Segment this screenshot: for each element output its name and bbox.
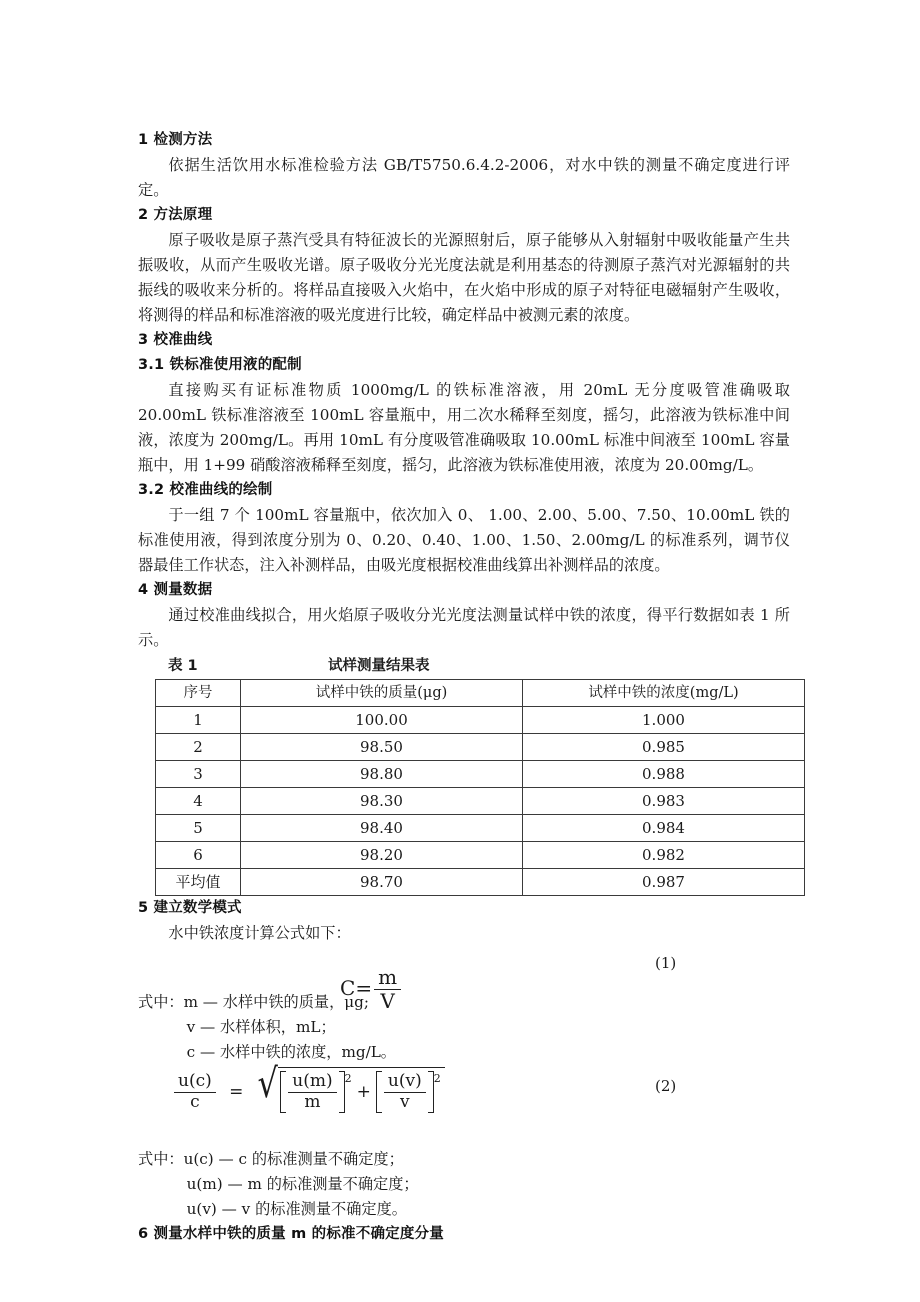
equation-2-term1-bracket xyxy=(280,1071,344,1113)
equation-2-term2-fraction xyxy=(384,1072,426,1112)
table-row-average xyxy=(156,869,805,896)
equation-1-number: (1) xyxy=(655,954,677,972)
section-heading-2: 2 方法原理 xyxy=(138,207,213,223)
equation-2-term2-numerator: u(v) xyxy=(384,1072,426,1093)
equation-2-term2-denominator: v xyxy=(400,1091,410,1112)
equation-1-denominator: V xyxy=(380,989,395,1013)
equation-1-equals: = xyxy=(355,976,373,1000)
equation-2-term2-exponent: 2 xyxy=(433,1071,441,1085)
cell-index: 3 xyxy=(156,761,241,788)
equation-2 xyxy=(172,1061,445,1113)
definition-1-line3: c — 水样中铁的浓度，mg/L。 xyxy=(186,1043,396,1061)
definition-1-line2: v — 水样体积，mL； xyxy=(186,1018,336,1036)
bracket-left-icon xyxy=(280,1071,286,1113)
cell-concentration: 1.000 xyxy=(523,707,805,734)
table-caption xyxy=(138,653,790,679)
section-heading-5: 5 建立数学模式 xyxy=(138,900,242,916)
equation-2-sqrt xyxy=(255,1061,445,1113)
cell-index: 4 xyxy=(156,788,241,815)
definition-2-line3: u(v) — v 的标准测量不确定度。 xyxy=(186,1200,407,1218)
section-heading-4: 4 测量数据 xyxy=(138,582,213,598)
section-heading-3: 3 校准曲线 xyxy=(138,332,213,348)
table-title: 试样测量结果表 xyxy=(328,658,430,674)
cell-mass: 98.40 xyxy=(241,815,523,842)
section-body-4: 通过校准曲线拟合，用火焰原子吸收分光光度法测量试样中铁的浓度，得平行数据如表 1 所示。 xyxy=(138,606,790,649)
table-header-row xyxy=(156,680,805,707)
cell-mass: 98.70 xyxy=(241,869,523,896)
cell-concentration: 0.988 xyxy=(523,761,805,788)
equation-1-numerator: m xyxy=(374,966,401,990)
measurement-results-table xyxy=(155,679,805,896)
equation-2-term1-exponent: 2 xyxy=(344,1071,352,1085)
cell-concentration: 0.985 xyxy=(523,734,805,761)
table-row xyxy=(156,842,805,869)
equation-2-term2-bracket xyxy=(376,1071,434,1113)
equation-1 xyxy=(340,966,403,1013)
section-body-3-2: 于一组 7 个 100mL 容量瓶中，依次加入 0、 1.00、2.00、5.00、7.50、10.00mL 铁的标准使用液，得到浓度分别为 0、0.20、0.40、1.00、1.50、2.00mg/L 的标准系列，调节仪器最佳工作状态，注入补测样品，由吸光度根据校准曲线算出补测样品的浓度。 xyxy=(138,506,790,574)
section-body-5: 水中铁浓度计算公式如下： xyxy=(168,924,351,942)
table-row xyxy=(156,815,805,842)
equation-2-lhs-denominator: c xyxy=(190,1092,200,1112)
document-body xyxy=(138,128,790,1247)
definition-2-lead: 式中：u(c) — c 的标准测量不确定度； xyxy=(138,1150,404,1168)
cell-mass: 100.00 xyxy=(241,707,523,734)
definition-1-lead: 式中：m — 水样中铁的质量，μg; xyxy=(138,993,370,1011)
equation-2-lhs-fraction xyxy=(174,1072,216,1112)
equation-2-number: (2) xyxy=(655,1077,677,1095)
equation-2-term1-fraction xyxy=(288,1072,336,1112)
equation-2-lhs-numerator: u(c) xyxy=(174,1072,216,1093)
equation-2-plus: + xyxy=(356,1082,371,1102)
table-label: 表 1 xyxy=(168,658,198,674)
section-body-3-1: 直接购买有证标准物质 1000mg/L 的铁标准溶液，用 20mL 无分度吸管准确吸取 20.00mL 铁标准溶液至 100mL 容量瓶中，用二次水稀释至刻度，摇匀，此溶液为铁标准中间液，浓度为 200mg/L。再用 10mL 有分度吸管准确吸取 10.00mL 标准中间液至 100mL 容量瓶中，用 1+99 硝酸溶液稀释至刻度，摇匀，此溶液为铁标准使用液，浓度为 20.00mg/L。 xyxy=(138,381,790,474)
cell-concentration: 0.983 xyxy=(523,788,805,815)
equation-1-lhs: C xyxy=(340,976,356,1000)
radical-icon: √ xyxy=(257,1061,278,1107)
table-header-index: 序号 xyxy=(156,680,241,707)
cell-index: 6 xyxy=(156,842,241,869)
section-heading-3-2: 3.2 校准曲线的绘制 xyxy=(138,482,273,498)
cell-index: 5 xyxy=(156,815,241,842)
cell-concentration: 0.984 xyxy=(523,815,805,842)
equation-2-term1-numerator: u(m) xyxy=(288,1072,336,1093)
section-heading-3-1: 3.1 铁标准使用液的配制 xyxy=(138,357,302,373)
table-header-mass: 试样中铁的质量(μg) xyxy=(241,680,523,707)
table-row xyxy=(156,707,805,734)
equation-2-equals: = xyxy=(229,1082,244,1102)
cell-concentration: 0.982 xyxy=(523,842,805,869)
cell-index: 平均值 xyxy=(156,869,241,896)
section-heading-1: 1 检测方法 xyxy=(138,132,213,148)
equation-1-fraction xyxy=(374,966,401,1013)
table-row xyxy=(156,734,805,761)
cell-concentration: 0.987 xyxy=(523,869,805,896)
table-header-concentration: 试样中铁的浓度(mg/L) xyxy=(523,680,805,707)
cell-index: 2 xyxy=(156,734,241,761)
table-row xyxy=(156,761,805,788)
bracket-left-icon xyxy=(376,1071,382,1113)
cell-mass: 98.80 xyxy=(241,761,523,788)
section-body-2: 原子吸收是原子蒸汽受具有特征波长的光源照射后，原子能够从入射辐射中吸收能量产生共振吸收，从而产生吸收光谱。原子吸收分光光度法就是利用基态的待测原子蒸汽对光源辐射的共振线的吸收来分析的。将样品直接吸入火焰中，在火焰中形成的原子对特征电磁辐射产生吸收，将测得的样品和标准溶液的吸光度进行比较，确定样品中被测元素的浓度。 xyxy=(138,231,790,324)
equation-2-term1-denominator: m xyxy=(304,1091,321,1112)
definition-2-line2: u(m) — m 的标准测量不确定度； xyxy=(186,1175,419,1193)
table-row xyxy=(156,788,805,815)
cell-mass: 98.50 xyxy=(241,734,523,761)
section-heading-6: 6 测量水样中铁的质量 m 的标准不确定度分量 xyxy=(138,1226,444,1242)
cell-mass: 98.30 xyxy=(241,788,523,815)
section-body-1: 依据生活饮用水标准检验方法 GB/T5750.6.4.2-2006，对水中铁的测量不确定度进行评定。 xyxy=(138,156,790,199)
cell-mass: 98.20 xyxy=(241,842,523,869)
cell-index: 1 xyxy=(156,707,241,734)
